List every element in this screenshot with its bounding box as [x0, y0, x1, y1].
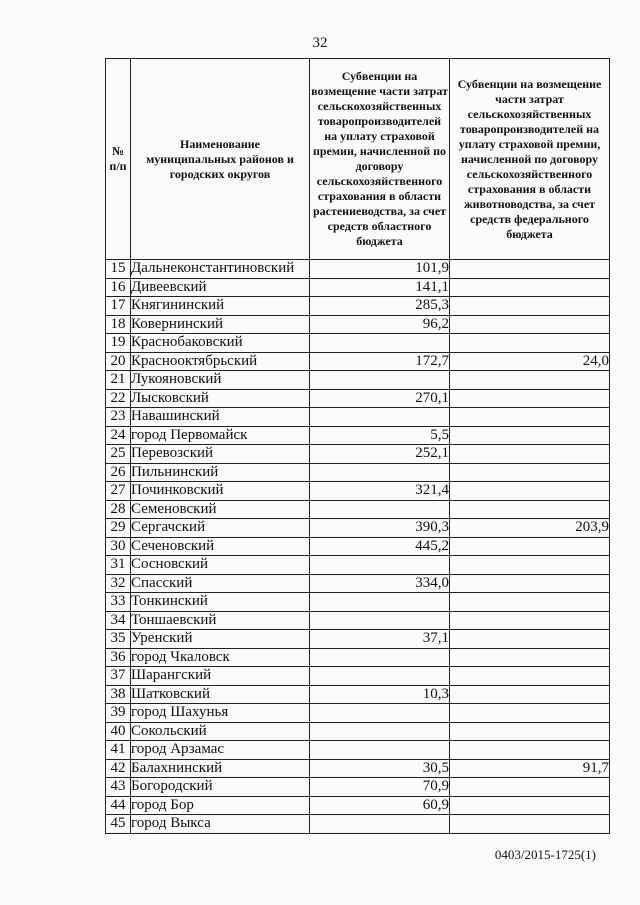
table-row	[106, 463, 610, 482]
livestock-subsidy-value	[450, 648, 610, 667]
table-row	[106, 352, 610, 371]
district-name: город Чкаловск	[131, 648, 310, 667]
crop-subsidy-value: 5,5	[310, 426, 450, 445]
table-row	[106, 685, 610, 704]
crop-subsidy-value: 334,0	[310, 574, 450, 593]
district-name: Пильнинский	[131, 463, 310, 482]
district-name: Семеновский	[131, 500, 310, 519]
livestock-subsidy-value	[450, 630, 610, 649]
livestock-subsidy-value	[450, 815, 610, 834]
district-name: Балахнинский	[131, 759, 310, 778]
table-row	[106, 297, 610, 316]
table-header-row	[106, 59, 610, 260]
table-row	[106, 667, 610, 686]
table-row	[106, 334, 610, 353]
district-name: Лукояновский	[131, 371, 310, 390]
crop-subsidy-value	[310, 371, 450, 390]
livestock-subsidy-value: 203,9	[450, 519, 610, 538]
livestock-subsidy-value	[450, 389, 610, 408]
livestock-subsidy-value	[450, 297, 610, 316]
crop-subsidy-value: 60,9	[310, 796, 450, 815]
district-name: город Выкса	[131, 815, 310, 834]
table-row	[106, 648, 610, 667]
table-row	[106, 574, 610, 593]
livestock-subsidy-value	[450, 278, 610, 297]
crop-subsidy-value: 390,3	[310, 519, 450, 538]
table-row	[106, 796, 610, 815]
row-number: 25	[106, 445, 131, 464]
crop-subsidy-value	[310, 741, 450, 760]
row-number: 30	[106, 537, 131, 556]
district-name: Сосновский	[131, 556, 310, 575]
district-name: город Первомайск	[131, 426, 310, 445]
crop-subsidy-value	[310, 463, 450, 482]
district-name: Шатковский	[131, 685, 310, 704]
livestock-subsidy-value	[450, 741, 610, 760]
livestock-subsidy-value	[450, 611, 610, 630]
row-number: 18	[106, 315, 131, 334]
row-number: 16	[106, 278, 131, 297]
table-row	[106, 630, 610, 649]
livestock-subsidy-value	[450, 408, 610, 427]
row-number: 17	[106, 297, 131, 316]
table-row	[106, 278, 610, 297]
subsidy-table	[105, 58, 610, 834]
table-row	[106, 315, 610, 334]
table-row	[106, 482, 610, 501]
district-name: Дальнеконстантиновский	[131, 260, 310, 279]
row-number: 32	[106, 574, 131, 593]
page-number: 32	[312, 35, 328, 51]
table-row	[106, 611, 610, 630]
table-row	[106, 426, 610, 445]
crop-subsidy-value: 252,1	[310, 445, 450, 464]
row-number: 23	[106, 408, 131, 427]
crop-subsidy-value	[310, 611, 450, 630]
crop-subsidy-value: 141,1	[310, 278, 450, 297]
livestock-subsidy-value	[450, 371, 610, 390]
row-number: 33	[106, 593, 131, 612]
row-number: 40	[106, 722, 131, 741]
crop-subsidy-value: 172,7	[310, 352, 450, 371]
livestock-subsidy-value	[450, 685, 610, 704]
crop-subsidy-value	[310, 704, 450, 723]
table-row	[106, 778, 610, 797]
crop-subsidy-value	[310, 667, 450, 686]
livestock-subsidy-value	[450, 463, 610, 482]
district-name: Краснобаковский	[131, 334, 310, 353]
livestock-subsidy-value	[450, 722, 610, 741]
district-name: Краснооктябрьский	[131, 352, 310, 371]
livestock-subsidy-value: 91,7	[450, 759, 610, 778]
livestock-subsidy-value	[450, 593, 610, 612]
crop-subsidy-value	[310, 556, 450, 575]
row-number: 38	[106, 685, 131, 704]
table-row	[106, 759, 610, 778]
livestock-subsidy-value	[450, 574, 610, 593]
livestock-subsidy-value	[450, 482, 610, 501]
crop-subsidy-value	[310, 334, 450, 353]
row-number: 44	[106, 796, 131, 815]
livestock-subsidy-value: 24,0	[450, 352, 610, 371]
livestock-subsidy-value	[450, 704, 610, 723]
row-number: 31	[106, 556, 131, 575]
livestock-subsidy-value	[450, 667, 610, 686]
row-number: 28	[106, 500, 131, 519]
district-name: город Шахунья	[131, 704, 310, 723]
row-number: 36	[106, 648, 131, 667]
row-number: 43	[106, 778, 131, 797]
table-row	[106, 408, 610, 427]
table-row	[106, 537, 610, 556]
crop-subsidy-value: 96,2	[310, 315, 450, 334]
district-name: Сокольский	[131, 722, 310, 741]
district-name: Уренский	[131, 630, 310, 649]
district-name: Шарангский	[131, 667, 310, 686]
row-number: 39	[106, 704, 131, 723]
table-row	[106, 500, 610, 519]
crop-subsidy-value: 101,9	[310, 260, 450, 279]
table-row	[106, 371, 610, 390]
crop-subsidy-value: 321,4	[310, 482, 450, 501]
livestock-subsidy-value	[450, 260, 610, 279]
crop-subsidy-value: 70,9	[310, 778, 450, 797]
table-row	[106, 260, 610, 279]
livestock-subsidy-value	[450, 445, 610, 464]
crop-subsidy-value	[310, 408, 450, 427]
district-name: Сергачский	[131, 519, 310, 538]
document-code: 0403/2015-1725(1)	[494, 847, 596, 862]
row-number: 26	[106, 463, 131, 482]
row-number: 35	[106, 630, 131, 649]
row-number: 45	[106, 815, 131, 834]
livestock-subsidy-value	[450, 796, 610, 815]
crop-subsidy-value	[310, 593, 450, 612]
crop-subsidy-value: 10,3	[310, 685, 450, 704]
row-number: 21	[106, 371, 131, 390]
header-col2: Субвенции на возмещение части затрат сельскохозяйственных товаропроизводителей на уплату страховой премии, начисленной по договору сельскохозяйственного страхования в области животноводства, за счет средств федерального бюджета	[450, 59, 610, 260]
crop-subsidy-value: 37,1	[310, 630, 450, 649]
district-name: Навашинский	[131, 408, 310, 427]
crop-subsidy-value	[310, 648, 450, 667]
table-row	[106, 722, 610, 741]
row-number: 37	[106, 667, 131, 686]
district-name: город Арзамас	[131, 741, 310, 760]
crop-subsidy-value	[310, 815, 450, 834]
table-row	[106, 741, 610, 760]
row-number: 22	[106, 389, 131, 408]
row-number: 41	[106, 741, 131, 760]
crop-subsidy-value	[310, 722, 450, 741]
table-row	[106, 704, 610, 723]
crop-subsidy-value	[310, 500, 450, 519]
district-name: Княгининский	[131, 297, 310, 316]
livestock-subsidy-value	[450, 500, 610, 519]
district-name: Тоншаевский	[131, 611, 310, 630]
row-number: 20	[106, 352, 131, 371]
table-row	[106, 815, 610, 834]
header-name: Наименование муниципальных районов и городских округов	[131, 59, 310, 260]
livestock-subsidy-value	[450, 537, 610, 556]
row-number: 19	[106, 334, 131, 353]
crop-subsidy-value: 445,2	[310, 537, 450, 556]
row-number: 29	[106, 519, 131, 538]
table-row	[106, 519, 610, 538]
livestock-subsidy-value	[450, 315, 610, 334]
row-number: 42	[106, 759, 131, 778]
table-row	[106, 445, 610, 464]
row-number: 34	[106, 611, 131, 630]
header-col1: Субвенции на возмещение части затрат сельскохозяйственных товаропроизводителей на уплату страховой премии, начисленной по договору сельскохозяйственного страхования в области растениеводства, за счет средств областного бюджета	[310, 59, 450, 260]
district-name: Ковернинский	[131, 315, 310, 334]
district-name: Дивеевский	[131, 278, 310, 297]
district-name: Перевозский	[131, 445, 310, 464]
district-name: Сеченовский	[131, 537, 310, 556]
district-name: Лысковский	[131, 389, 310, 408]
row-number: 15	[106, 260, 131, 279]
table-row	[106, 556, 610, 575]
header-num: № п/п	[106, 59, 131, 260]
district-name: город Бор	[131, 796, 310, 815]
district-name: Спасский	[131, 574, 310, 593]
row-number: 27	[106, 482, 131, 501]
crop-subsidy-value: 285,3	[310, 297, 450, 316]
district-name: Богородский	[131, 778, 310, 797]
crop-subsidy-value: 30,5	[310, 759, 450, 778]
livestock-subsidy-value	[450, 556, 610, 575]
livestock-subsidy-value	[450, 426, 610, 445]
table-row	[106, 389, 610, 408]
livestock-subsidy-value	[450, 778, 610, 797]
livestock-subsidy-value	[450, 334, 610, 353]
district-name: Тонкинский	[131, 593, 310, 612]
crop-subsidy-value: 270,1	[310, 389, 450, 408]
district-name: Починковский	[131, 482, 310, 501]
table-row	[106, 593, 610, 612]
row-number: 24	[106, 426, 131, 445]
